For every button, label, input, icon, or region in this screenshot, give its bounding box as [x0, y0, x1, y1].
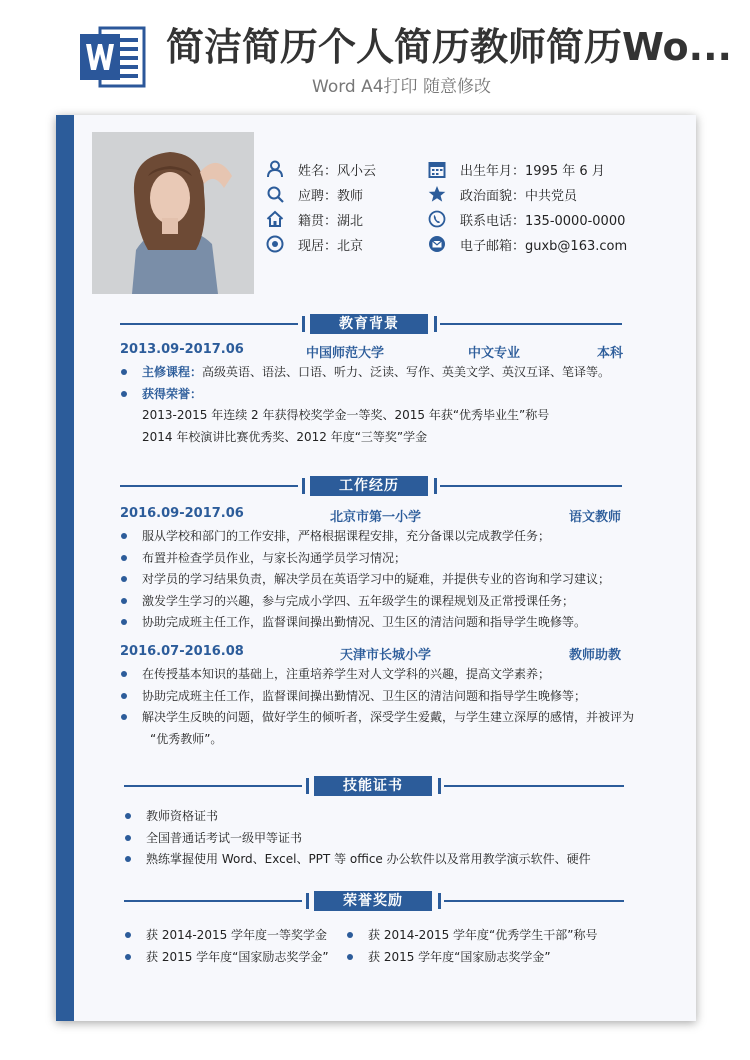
education-degree: 本科: [597, 346, 624, 361]
skill-item: 全国普通话考试一级甲等证书: [146, 831, 303, 845]
info-politics: [428, 183, 577, 205]
education-honors-label: 获得荣誉：: [142, 387, 203, 401]
info-name-text: 姓名：风小云: [298, 163, 377, 179]
home-icon: [266, 210, 284, 228]
info-politics-text: 政治面貌：中共党员: [460, 188, 578, 204]
work-org: 天津市长城小学: [340, 648, 432, 663]
document-title: 简洁简历个人简历教师简历Wo...: [166, 25, 732, 69]
info-email-text: 电子邮箱：guxb@163.com: [460, 238, 628, 254]
section-awards-title: 荣誉奖励: [314, 891, 432, 911]
calendar-icon: [428, 160, 446, 178]
work-duty-item: 布置并检查学员作业，与家长沟通学员学习情况；: [142, 551, 407, 565]
word-doc-icon: [78, 22, 148, 92]
section-skills-title: 技能证书: [314, 776, 432, 796]
education-entry-header: [120, 342, 624, 360]
education-honor-item: 2014 年校演讲比赛优秀奖、2012 年度“三等奖”学金: [142, 430, 428, 444]
award-item: 获 2015 学年度“国家励志奖学金”: [146, 950, 329, 964]
info-phone-text: 联系电话：135-0000-0000: [460, 213, 626, 229]
info-birth-text: 出生年月：1995 年 6 月: [460, 163, 605, 179]
section-education-header: [120, 314, 622, 334]
work-duty-item: 协助完成班主任工作，监督课间操出勤情况、卫生区的清洁问题和指导学生晚修等；: [142, 689, 587, 703]
section-skills-header: [124, 776, 624, 796]
email-icon: [428, 235, 446, 253]
education-courses-label: 主修课程：: [142, 365, 203, 379]
work-duty-item: 解决学生反映的问题，做好学生的倾听者，深受学生爱戴，与学生建立深厚的感情，并被评为: [142, 710, 635, 724]
info-position: [266, 183, 363, 205]
work-entry-header: [120, 506, 624, 524]
info-position-text: 应聘：教师: [298, 188, 364, 204]
work-duty-item: 服从学校和部门的工作安排，严格根据课程安排，充分备课以完成教学任务；: [142, 529, 551, 543]
education-period: 2013.09-2017.06: [120, 342, 244, 357]
award-item: 获 2014-2015 学年度“优秀学生干部”称号: [368, 928, 598, 942]
skill-item: 熟练掌握使用 Word、Excel、PPT 等 office 办公软件以及常用教学演示软件、硬件: [146, 852, 591, 866]
work-org: 北京市第一小学: [330, 510, 422, 525]
skill-item: 教师资格证书: [146, 809, 219, 823]
search-person-icon: [266, 185, 284, 203]
resume-page: [56, 115, 696, 1021]
info-name: [266, 158, 376, 180]
info-hometown-text: 籍贯：湖北: [298, 213, 364, 229]
work-period: 2016.09-2017.06: [120, 506, 244, 521]
info-residence: [266, 233, 363, 255]
star-icon: [428, 185, 446, 203]
info-birth: [428, 158, 605, 180]
award-item: 获 2014-2015 学年度一等奖学金: [146, 928, 328, 942]
education-honor-item: 2013-2015 年连续 2 年获得校奖学金一等奖、2015 年获“优秀毕业生”称号: [142, 408, 550, 422]
info-residence-text: 现居：北京: [298, 238, 364, 254]
work-duty-item: 在传授基本知识的基础上，注重培养学生对人文学科的兴趣，提高文学素养；: [142, 667, 551, 681]
work-role: 语文教师: [569, 510, 622, 525]
work-role: 教师助教: [569, 648, 622, 663]
person-icon: [266, 160, 284, 178]
info-email: [428, 233, 627, 255]
phone-icon: [428, 210, 446, 228]
award-item: 获 2015 学年度“国家励志奖学金”: [368, 950, 551, 964]
section-work-header: [120, 476, 622, 496]
work-entry-header: [120, 644, 624, 662]
work-period: 2016.07-2016.08: [120, 644, 244, 659]
section-education-title: 教育背景: [310, 314, 428, 334]
work-duty-item: 对学员的学习结果负责，解决学员在英语学习中的疑难，并提供专业的咨询和学习建议；: [142, 572, 611, 586]
work-duty-item: 激发学生学习的兴趣，参与完成小学四、五年级学生的课程规划及正常授课任务；: [142, 594, 575, 608]
document-subtitle: Word A4打印 随意修改: [312, 77, 491, 97]
sidebar-accent-bar: [56, 115, 74, 1021]
education-school: 中国师范大学: [306, 346, 385, 361]
section-work-title: 工作经历: [310, 476, 428, 496]
location-pin-icon: [266, 235, 284, 253]
education-major: 中文专业: [468, 346, 521, 361]
work-duty-item: 协助完成班主任工作，监督课间操出勤情况、卫生区的清洁问题和指导学生晚修等。: [142, 615, 587, 629]
section-awards-header: [124, 891, 624, 911]
info-phone: [428, 208, 625, 230]
profile-photo: [92, 132, 254, 294]
info-hometown: [266, 208, 363, 230]
education-courses-text: 高级英语、语法、口语、听力、泛读、写作、英美文学、英汉互译、笔译等。: [202, 365, 611, 379]
education-courses: [142, 363, 610, 381]
work-duty-continuation: “优秀教师”。: [150, 732, 223, 746]
education-honors: [142, 385, 202, 403]
